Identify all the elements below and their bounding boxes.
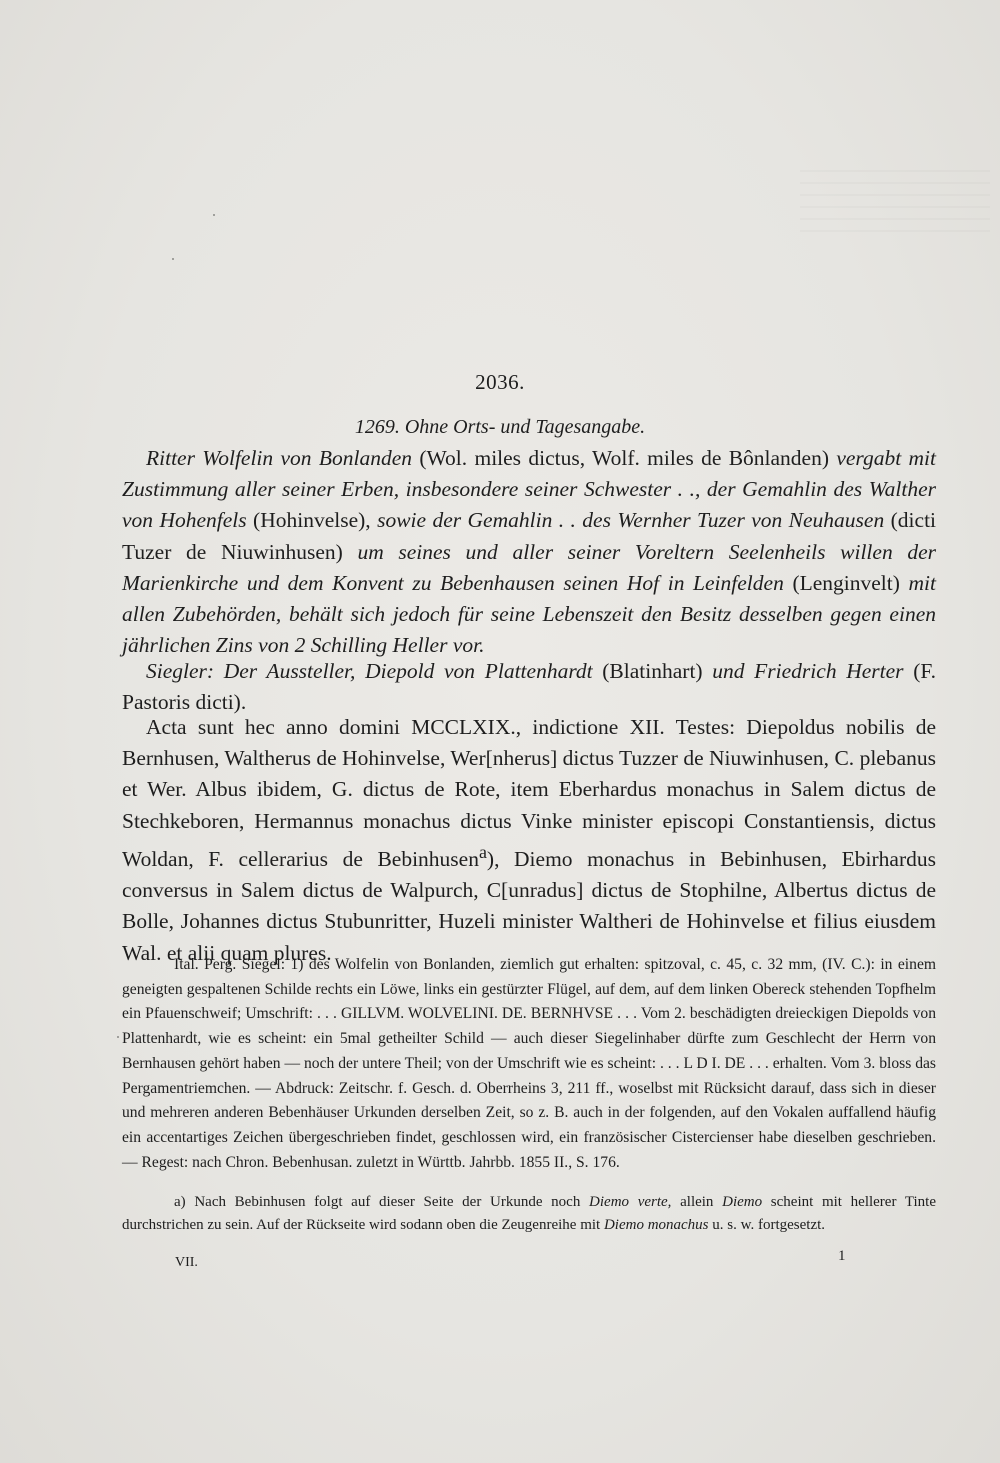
text-run: ), Diemo monachus in Bebinhusen, Ebirhardus conversus in Salem dictus de Walpurch, C[unradus] dictus de Stophilne, Albertus dictus de Bolle, Johannes dictus Stubunritter, Huzeli minister Waltheri de Hohinvelse et filius eiusdem Wal. et alii quam plures. <box>122 846 936 965</box>
text-run: Ritter Wolfelin von Bonlanden <box>146 446 412 470</box>
text-run: Siegler: Der Aussteller, Diepold von Plattenhardt <box>146 659 593 683</box>
text-run: allein <box>671 1194 723 1210</box>
document-number: 2036. <box>475 370 525 394</box>
paper-speck <box>117 1036 119 1038</box>
text-run: um seines und aller seiner Voreltern Seelenheils willen der Marienkirche und dem Konvent zu Bebenhausen seinen Hof in Leinfelden <box>122 539 936 595</box>
text-run: Ital. Perg. Siegel: 1) des Wolfelin von Bonlanden, ziemlich gut erhalten: spitzoval, c. 45, c. 32 mm, (IV. C.): in einem geneigten gespaltenen Schilde rechts ein Löwe, links ein gestürzter Flügel, auf dem, auf dem linken Obereck stehenden Topfhelm ein Pfauenschweif; Umschrift: . . . GILLVM. WOLVELINI. DE. BERNHVSE . . . Vom 2. beschädigten dreieckigen Diepolds von Plattenhardt, wie es scheint: ein 5mal getheilter Schild — auch dieser Siegelinhaber dürfte zum Geschlecht der Herrn von Bernhausen gehört haben — noch der untere Theil; von der Umschrift wie es scheint: . . . L D I. DE . . . erhalten. Vom 3. bloss das Pergamentriemchen. — Abdruck: Zeitschr. f. Gesch. d. Oberrheins 3, 211 ff., woselbst mit Rücksicht darauf, dass sich in dieser und mehreren anderen Bebenhäuser Urkunden derselben Zeit, so z. B. auch in der folgenden, auf den Vokalen auffallend häufig ein accentartiges Zeichen übergeschrieben findet, geschlossen wird, ein französischer Cistercienser habe dieselben geschrieben. — Regest: nach Chron. Bebenhusan. zuletzt in Württb. Jahrbb. 1855 II., S. 176. <box>122 956 936 1171</box>
text-run: scheint mit hellerer Tinte durchstrichen zu sein. Auf der Rückseite wird sodann oben die Zeugenreihe mit <box>122 1194 936 1233</box>
regest-paragraph <box>122 443 936 661</box>
text-run: (dicti Tuzer de Niuwinhusen) <box>122 508 937 564</box>
text-run: vergabt mit Zustimmung aller seiner Erben, insbesondere seiner Schwester . ., der Gemahlin des Walther von Hohenfels <box>122 446 936 533</box>
text-run: a) Nach Bebinhusen folgt auf dieser Seite der Urkunde noch <box>174 1194 590 1210</box>
paper-speck <box>172 258 174 260</box>
text-run: Acta sunt hec anno domini MCCLXIX., indictione XII. Testes: Diepoldus nobilis de Bernhusen, Waltherus de Hohinvelse, Wer[nherus] dictus Tuzzer de Niuwinhusen, C. plebanus et Wer. Albus ibidem, G. dictus de Rote, item Eberhardus monachus in Salem dictus de Stechkeboren, Hermannus monachus dictus Vinke minister episcopi Constantiensis, dictus Woldan, F. cellerarius de Bebinhusen <box>122 715 936 871</box>
text-run: (Hohinvelse), <box>246 508 378 533</box>
text-run: (F. Pastoris dicti). <box>122 659 936 715</box>
text-run: u. s. w. fortgesetzt. <box>708 1216 826 1233</box>
text-run: und Friedrich Herter <box>712 659 904 683</box>
text-run: Diemo monachus <box>603 1216 709 1233</box>
text-run: (Lenginvelt) <box>783 570 909 595</box>
paper-speck <box>213 214 215 216</box>
date-line: 1269. Ohne Orts- und Tagesangabe. <box>354 416 646 438</box>
text-run: mit allen Zubehörden, behält sich jedoch für seine Lebenszeit den Besitz desselben gegen einen jährlichen Zins von 2 Schilling Heller vor. <box>122 570 936 658</box>
text-run: a <box>478 841 487 862</box>
page-number: 1 <box>838 1248 846 1264</box>
text-run: (Blatinhart) <box>592 659 713 683</box>
acta-paragraph <box>122 712 936 969</box>
text-run: sowie der Gemahlin . . des Wernher Tuzer von Neuhausen <box>377 508 885 533</box>
text-run: Diemo verte, <box>589 1194 672 1210</box>
footnote-a <box>122 1191 936 1236</box>
volume-mark: VII. <box>175 1255 198 1270</box>
bleed-through-shadow <box>800 170 990 240</box>
text-run: (Wol. miles dictus, Wolf. miles de Bônlanden) <box>412 446 837 470</box>
siegler-paragraph <box>122 656 936 718</box>
seal-notes <box>122 953 936 1175</box>
text-run: Diemo <box>722 1194 763 1210</box>
